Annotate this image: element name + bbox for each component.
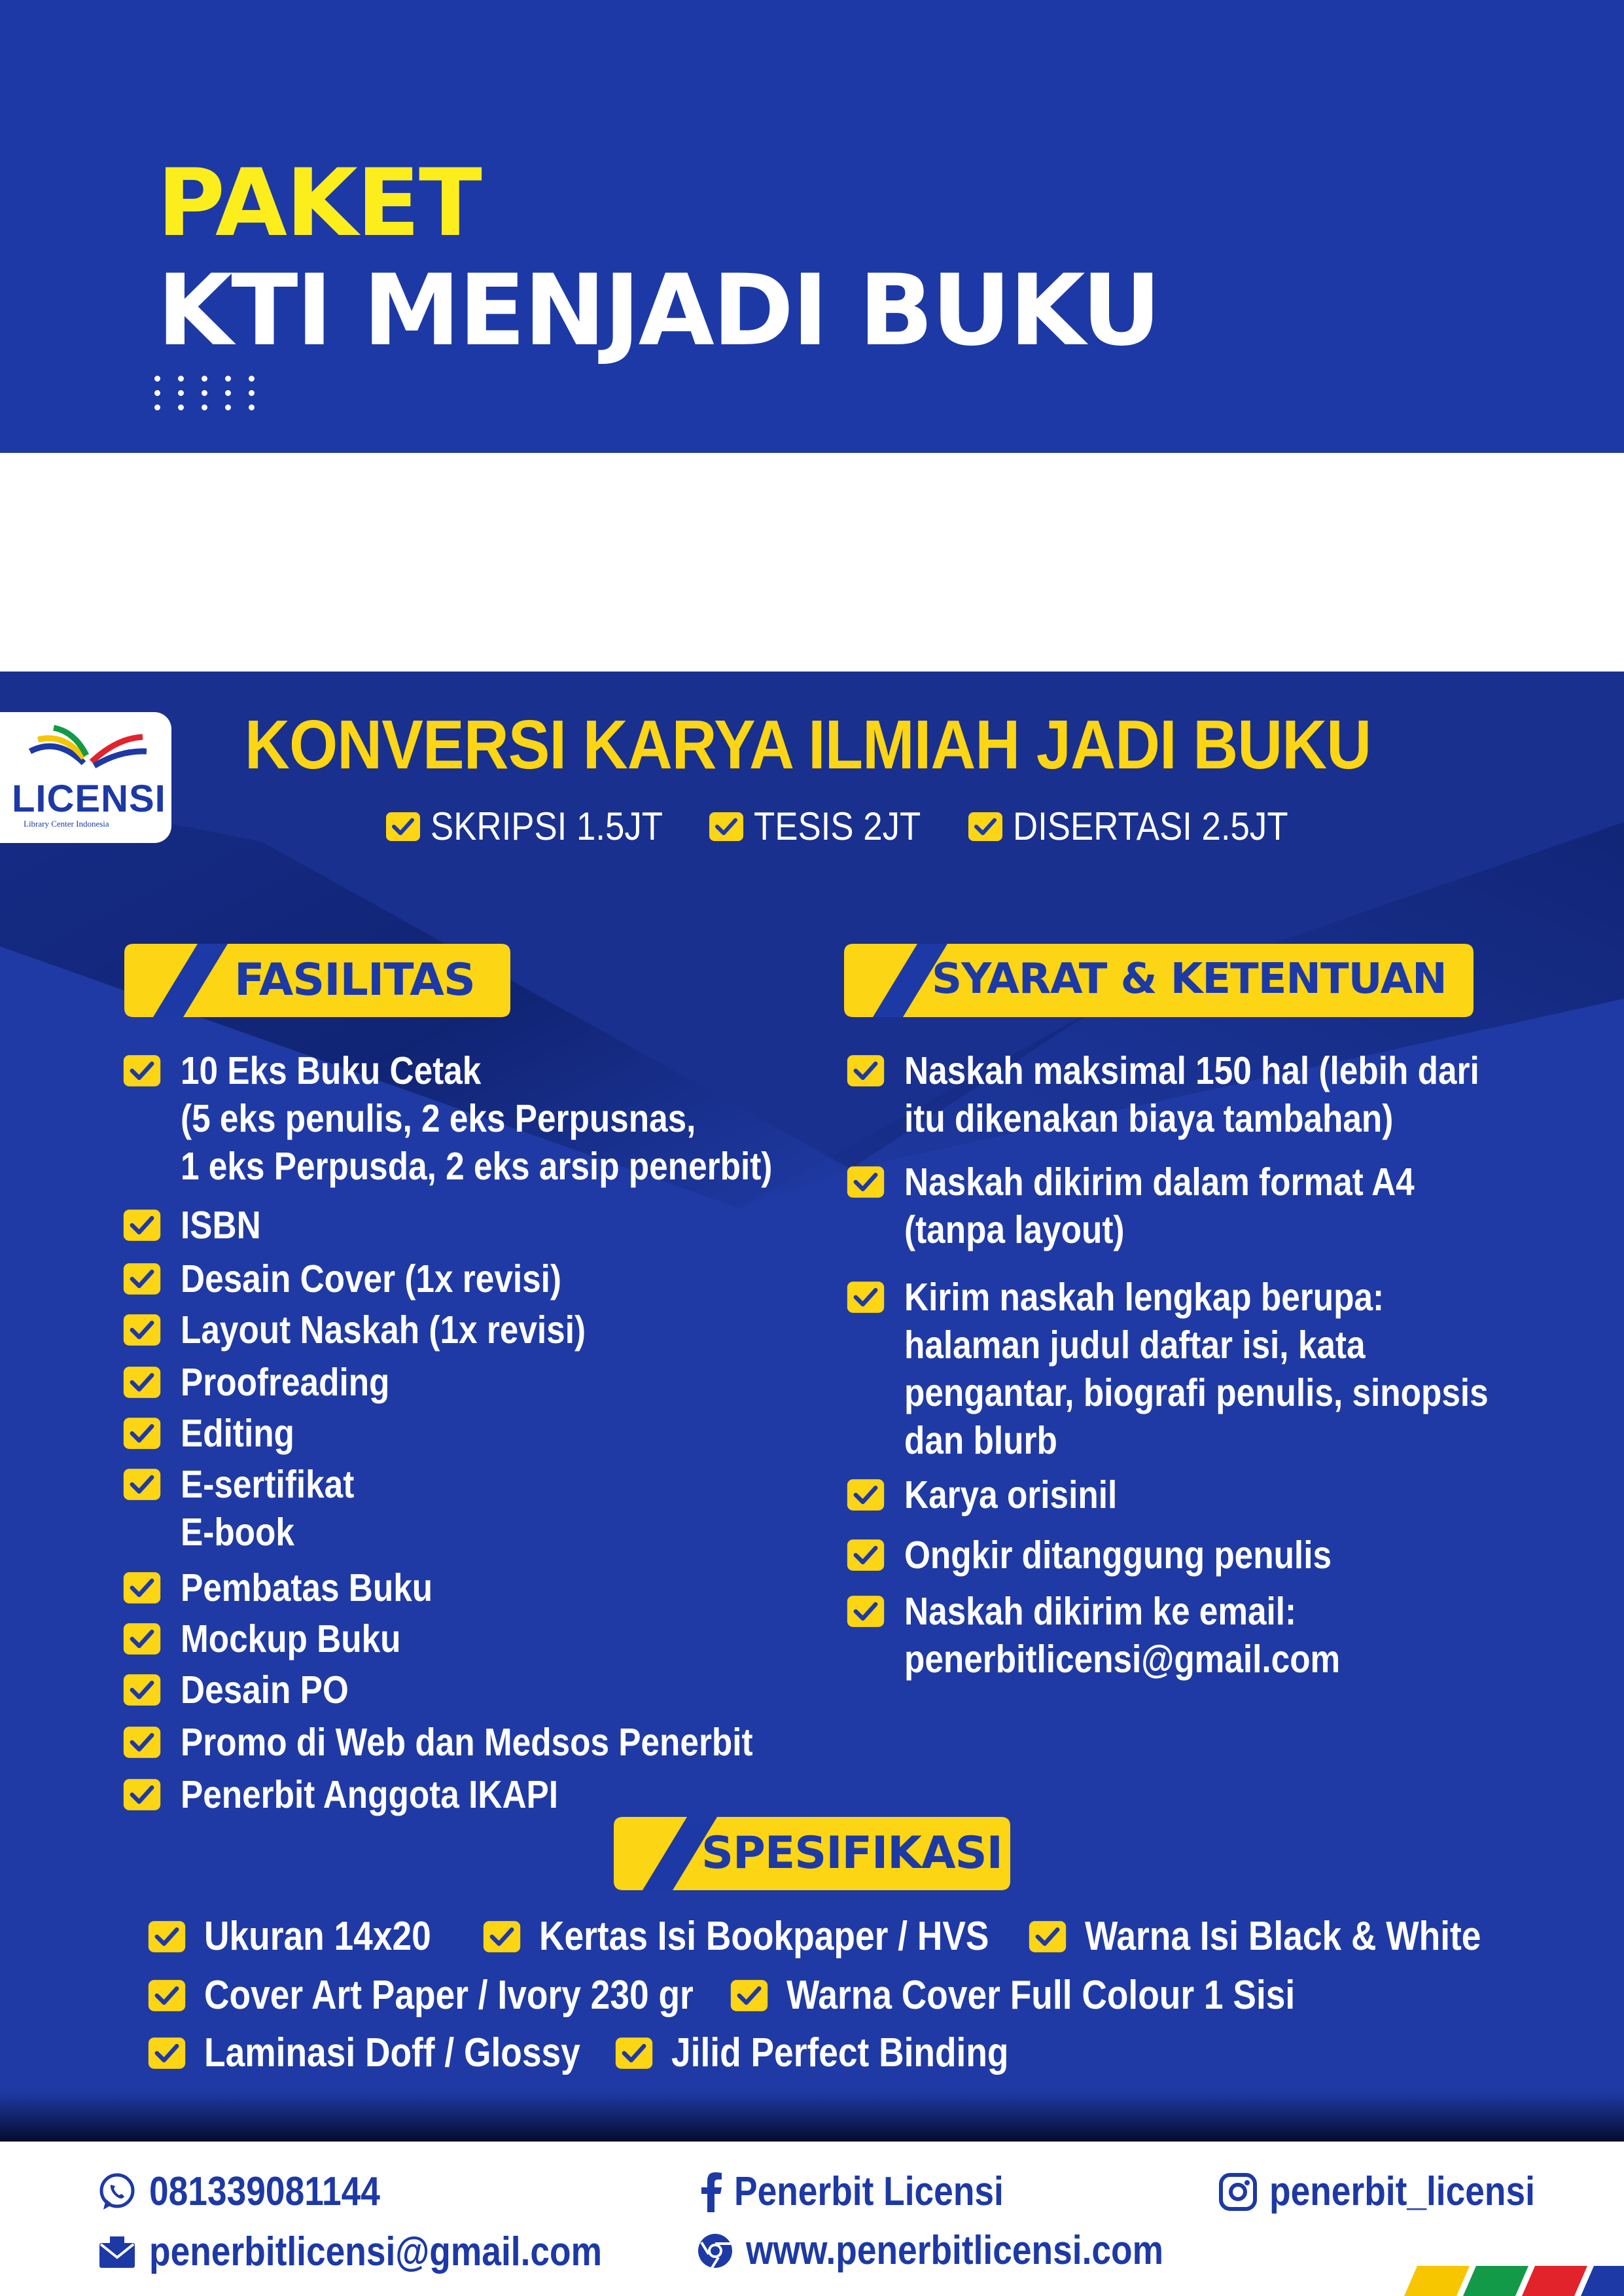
spec-item-text: Cover Art Paper / Ivory 230 gr bbox=[204, 1973, 694, 2018]
list-item-text: Kirim naskah lengkap berupa: halaman judul daftar isi, kata pengantar, biografi penulis, sinopsis dan blurb bbox=[904, 1276, 1489, 1462]
spec-item-text: Kertas Isi Bookpaper / HVS bbox=[539, 1914, 989, 1959]
contact-email[interactable] bbox=[97, 2229, 676, 2274]
spec-item bbox=[482, 1916, 1062, 1957]
checkbox-icon bbox=[385, 811, 421, 842]
checkbox-icon bbox=[845, 1594, 886, 1628]
list-item-text: Layout Naskah (1x revisi) bbox=[181, 1308, 586, 1352]
list-item bbox=[122, 1410, 311, 1458]
spec-item bbox=[147, 1916, 468, 1957]
spec-item-text: Ukuran 14x20 bbox=[204, 1914, 431, 1959]
facebook-page: Penerbit Licensi bbox=[734, 2169, 1004, 2214]
spesifikasi-heading bbox=[614, 1817, 1010, 1890]
checkbox-icon bbox=[122, 1313, 162, 1347]
instagram-handle: penerbit_licensi bbox=[1269, 2169, 1535, 2214]
list-item bbox=[122, 1359, 421, 1407]
checkbox-icon bbox=[122, 1262, 162, 1296]
list-item-text: Pembatas Buku bbox=[181, 1566, 433, 1609]
facebook-icon bbox=[700, 2172, 722, 2212]
list-item-text: Karya orisinil bbox=[904, 1473, 1118, 1516]
list-item bbox=[122, 1615, 434, 1663]
price-label: TESIS 2JT bbox=[754, 804, 921, 848]
globe-icon bbox=[696, 2232, 734, 2270]
instagram-icon bbox=[1218, 2172, 1258, 2212]
list-item-text: 10 Eks Buku Cetak (5 eks penulis, 2 eks Perpusnas, 1 eks Perpusda, 2 eks arsip penerbit) bbox=[181, 1049, 773, 1188]
checkbox-icon bbox=[967, 811, 1004, 842]
spec-item-text: Jilid Perfect Binding bbox=[671, 2030, 1009, 2075]
list-item-text: Desain PO bbox=[181, 1668, 349, 1712]
checkbox-icon bbox=[122, 1622, 162, 1656]
spesifikasi-label: SPESIFIKASI bbox=[701, 1827, 1002, 1879]
list-item bbox=[122, 1306, 646, 1354]
checkbox-icon bbox=[1027, 1920, 1068, 1954]
list-item bbox=[845, 1588, 1405, 1683]
checkbox-icon bbox=[122, 1054, 162, 1088]
list-item bbox=[845, 1158, 1491, 1254]
checkbox-icon bbox=[845, 1165, 886, 1199]
list-item bbox=[122, 1719, 838, 1767]
main-title: KONVERSI KARYA ILMIAH JADI BUKU bbox=[245, 706, 1371, 783]
checkbox-icon bbox=[147, 1979, 187, 2013]
list-item bbox=[845, 1047, 1565, 1143]
website-url: www.penerbitlicensi.com bbox=[746, 2228, 1164, 2273]
spec-item bbox=[1027, 1916, 1545, 1957]
list-item bbox=[122, 1461, 380, 1556]
checkbox-icon bbox=[614, 2036, 654, 2070]
spec-item bbox=[729, 1975, 1378, 2016]
contact-instagram[interactable] bbox=[1218, 2169, 1578, 2214]
checkbox-icon bbox=[122, 1208, 162, 1242]
list-item bbox=[122, 1771, 614, 1819]
checkbox-icon bbox=[122, 1725, 162, 1759]
checkbox-icon bbox=[708, 811, 745, 842]
checkbox-icon bbox=[482, 1920, 522, 1954]
spec-item bbox=[147, 2030, 641, 2075]
checkbox-icon bbox=[122, 1416, 162, 1450]
contact-website[interactable] bbox=[696, 2228, 1231, 2273]
price-skripsi bbox=[385, 804, 694, 850]
checkbox-icon bbox=[122, 1467, 162, 1501]
checkbox-icon bbox=[729, 1979, 769, 2013]
list-item-text: Naskah dikirim ke email: penerbitlicensi@gmail.com bbox=[904, 1590, 1341, 1681]
logo-wordmark: LICENSI bbox=[12, 778, 166, 820]
list-item bbox=[845, 1471, 1149, 1519]
list-item bbox=[122, 1564, 470, 1612]
price-label: DISERTASI 2.5JT bbox=[1013, 804, 1288, 848]
list-item-text: E-sertifikat E-book bbox=[181, 1463, 355, 1554]
list-item-text: Naskah dikirim dalam format A4 (tanpa layout) bbox=[904, 1160, 1415, 1251]
checkbox-icon bbox=[845, 1054, 886, 1088]
logo-tagline: Library Center Indonesia bbox=[24, 819, 109, 829]
list-item-text: Editing bbox=[181, 1412, 294, 1455]
email-icon bbox=[97, 2234, 137, 2270]
checkbox-icon bbox=[122, 1673, 162, 1707]
list-item-text: Desain Cover (1x revisi) bbox=[181, 1257, 562, 1300]
syarat-label: SYARAT & KETENTUAN bbox=[932, 955, 1447, 1003]
color-stripes-decoration bbox=[1398, 2266, 1624, 2296]
email-address: penerbitlicensi@gmail.com bbox=[149, 2229, 603, 2274]
syarat-heading bbox=[844, 944, 1474, 1017]
spec-item-text: Laminasi Doff / Glossy bbox=[204, 2030, 580, 2075]
list-item-text: Mockup Buku bbox=[181, 1617, 401, 1660]
spec-item-text: Warna Cover Full Colour 1 Sisi bbox=[786, 1973, 1296, 2018]
list-item-text: Penerbit Anggota IKAPI bbox=[181, 1773, 559, 1816]
checkbox-icon bbox=[845, 1280, 886, 1314]
list-item bbox=[845, 1532, 1396, 1579]
list-item bbox=[122, 1047, 861, 1191]
fasilitas-heading bbox=[124, 944, 510, 1017]
price-tesis bbox=[708, 804, 944, 850]
whatsapp-number: 081339081144 bbox=[149, 2169, 380, 2214]
checkbox-icon bbox=[147, 2036, 187, 2070]
list-item-text: ISBN bbox=[181, 1204, 261, 1247]
list-item bbox=[122, 1255, 618, 1303]
checkbox-icon bbox=[147, 1920, 187, 1954]
list-item bbox=[122, 1666, 374, 1714]
list-item-text: Naskah maksimal 150 hal (lebih dari itu dikenakan biaya tambahan) bbox=[904, 1049, 1479, 1140]
whatsapp-icon bbox=[97, 2172, 137, 2212]
list-item bbox=[122, 1202, 273, 1249]
title-kti-menjadi-buku: KTI MENJADI BUKU bbox=[157, 254, 1159, 368]
contact-whatsapp[interactable] bbox=[97, 2169, 417, 2214]
checkbox-icon bbox=[122, 1571, 162, 1605]
checkbox-icon bbox=[122, 1778, 162, 1812]
price-label: SKRIPSI 1.5JT bbox=[431, 804, 663, 848]
checkbox-icon bbox=[845, 1538, 886, 1572]
list-item-text: Ongkir ditanggung penulis bbox=[904, 1534, 1332, 1577]
checkbox-icon bbox=[122, 1365, 162, 1399]
list-item bbox=[845, 1274, 1576, 1465]
spec-item bbox=[614, 2030, 1063, 2075]
book-logo-icon bbox=[18, 719, 156, 771]
contact-facebook[interactable] bbox=[700, 2169, 1048, 2214]
list-item-text: Promo di Web dan Medsos Penerbit bbox=[181, 1721, 753, 1764]
spec-item bbox=[147, 1975, 773, 2016]
list-item-text: Proofreading bbox=[181, 1361, 390, 1404]
dot-pattern-decoration bbox=[154, 376, 272, 416]
fasilitas-label: FASILITAS bbox=[234, 954, 475, 1006]
checkbox-icon bbox=[845, 1478, 886, 1512]
spec-item-text: Warna Isi Black & White bbox=[1085, 1914, 1481, 1959]
title-paket: PAKET bbox=[157, 149, 481, 257]
price-disertasi bbox=[967, 804, 1326, 850]
